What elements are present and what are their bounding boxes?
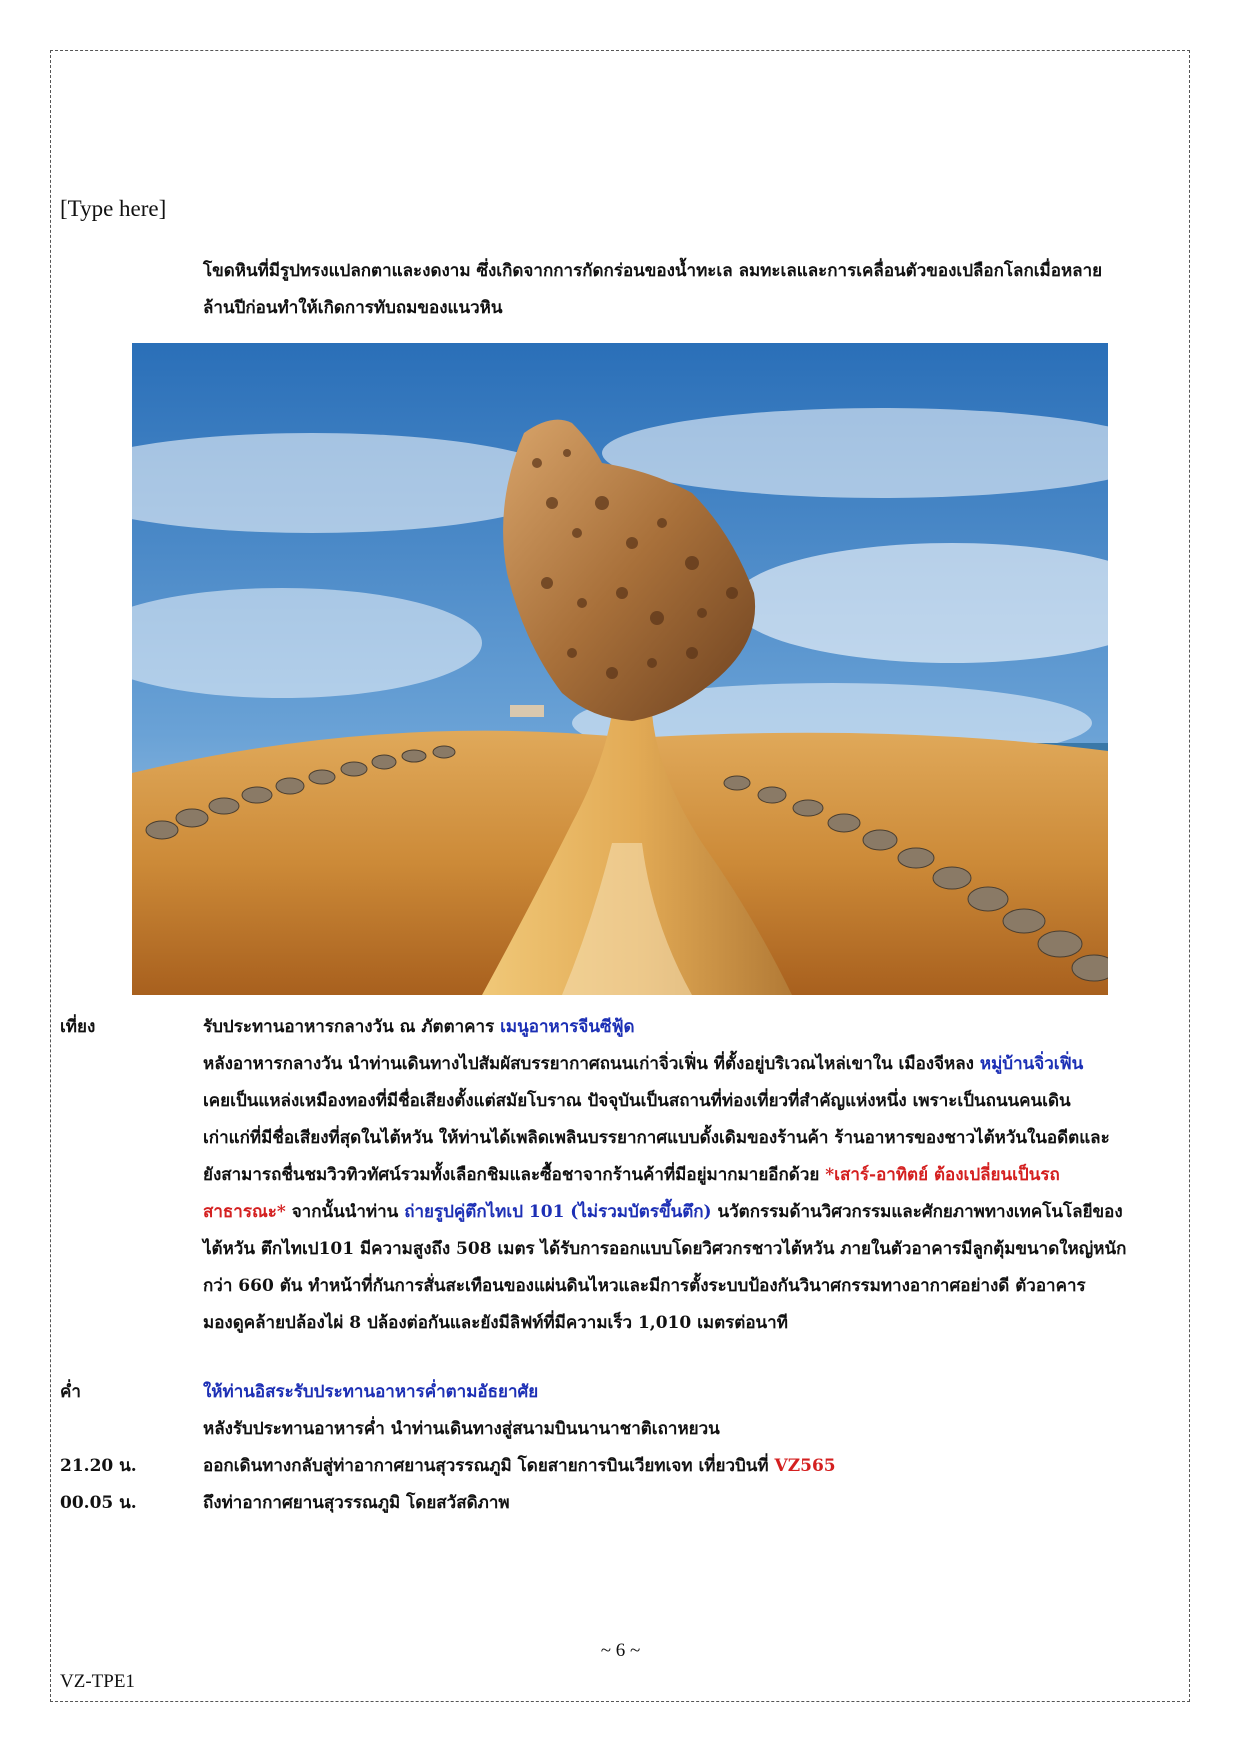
- page-header: [Type here]: [60, 196, 167, 221]
- evening-content: [203, 1374, 1163, 1448]
- intro-line-2: ล้านปีก่อนทำให้เกิดการทับถมของแนวหิน: [203, 298, 503, 318]
- noon-text-5b: นวัตกรรมด้านวิศวกรรมและศักยภาพทางเทคโนโลยีของ: [711, 1202, 1123, 1222]
- lunch-line: [203, 1009, 1163, 1046]
- noon-paragraph-line-4: [203, 1157, 1163, 1194]
- arrive-content: ถึงท่าอากาศยานสุวรรณภูมิ โดยสวัสดิภาพ: [203, 1493, 510, 1513]
- depart-content: [203, 1448, 1163, 1485]
- dinner-line: ให้ท่านอิสระรับประทานอาหารค่ำตามอัธยาศัย: [203, 1382, 539, 1402]
- page-number: ~ 6 ~: [600, 1640, 641, 1661]
- depart-text: ออกเดินทางกลับสู่ท่าอากาศยานสุวรรณภูมิ โดยสายการบินเวียทเจท เที่ยวบินที่: [203, 1456, 775, 1476]
- flight-number: VZ565: [774, 1456, 836, 1476]
- time-label-evening: ค่ำ: [60, 1382, 81, 1402]
- taipei-101-highlight: ถ่ายรูปคู่ตึกไทเป 101 (ไม่รวมบัตรขึ้นตึก): [404, 1202, 712, 1222]
- noon-text-5: จากนั้นนำท่าน: [285, 1202, 405, 1222]
- photo-illustration: [132, 343, 1108, 995]
- noon-paragraph-line-1: [203, 1046, 1163, 1083]
- lunch-prefix: รับประทานอาหารกลางวัน ณ ภัตตาคาร: [203, 1017, 501, 1037]
- noon-paragraph-line-2: เคยเป็นแหล่งเหมืองทองที่มีชื่อเสียงตั้งแต่สมัยโบราณ ปัจจุบันเป็นสถานที่ท่องเที่ยวที่สำคัญแห่งหนึ่ง เพราะเป็นถนนคนเดิน: [203, 1091, 1071, 1111]
- after-dinner-line: หลังรับประทานอาหารค่ำ นำท่านเดินทางสู่สนามบินนานาชาติเถาหยวน: [203, 1419, 720, 1439]
- jiufen-village-link: หมู่บ้านจิ่วเฟิ่น: [979, 1054, 1084, 1074]
- weekend-note-1: *เสาร์-อาทิตย์ ต้องเปลี่ยนเป็นรถ: [825, 1165, 1060, 1185]
- document-code: VZ-TPE1: [60, 1671, 135, 1692]
- time-label-noon: เที่ยง: [60, 1017, 96, 1037]
- time-label-arrive: 00.05 น.: [60, 1493, 137, 1513]
- noon-text-1: หลังอาหารกลางวัน นำท่านเดินทางไปสัมผัสบรรยากาศถนนเก่าจิ่วเฟิ่น ที่ตั้งอยู่บริเวณไหล่เขาใน เมืองจีหลง: [203, 1054, 980, 1074]
- intro-line-1: โขดหินที่มีรูปทรงแปลกตาและงดงาม ซึ่งเกิดจากการกัดกร่อนของน้ำทะเล ลมทะเลและการเคลื่อนตัวของเปลือกโลกเมื่อหลาย: [203, 261, 1103, 281]
- noon-paragraph-line-3: เก่าแก่ที่มีชื่อเสียงที่สุดในไต้หวัน ให้ท่านได้เพลิดเพลินบรรยากาศแบบดั้งเดิมของร้านค้า ร้านอาหารของชาวไต้หวันในอดีตและ: [203, 1128, 1110, 1148]
- weekend-note-2: สาธารณะ*: [203, 1202, 286, 1222]
- time-label-depart: 21.20 น.: [60, 1456, 137, 1476]
- noon-paragraph-line-8: มองดูคล้ายปล้องไผ่ 8 ปล้องต่อกันและยังมีลิฟท์ที่มีความเร็ว 1,010 เมตรต่อนาที: [203, 1313, 788, 1333]
- lunch-menu: เมนูอาหารจีนซีฟู้ด: [500, 1017, 635, 1037]
- queen-head-rock-photo: [132, 343, 1108, 995]
- noon-paragraph-line-6: ไต้หวัน ตึกไทเป101 มีความสูงถึง 508 เมตร ได้รับการออกแบบโดยวิศวกรชาวไต้หวัน ภายในตัวอาคารมีลูกตุ้มขนาดใหญ่หนัก: [203, 1239, 1127, 1259]
- noon-content: [203, 1009, 1163, 1342]
- noon-text-4: ยังสามารถชื่นชมวิวทิวทัศน์รวมทั้งเลือกชิมและซื้อชาจากร้านค้าที่มีอยู่มากมายอีกด้วย: [203, 1165, 826, 1185]
- noon-paragraph-line-7: กว่า 660 ตัน ทำหน้าที่กันการสั่นสะเทือนของแผ่นดินไหวและมีการตั้งระบบป้องกันวินาศกรรมทางอากาศอย่างดี ตัวอาคาร: [203, 1276, 1086, 1296]
- intro-paragraph: [203, 253, 1163, 327]
- noon-paragraph-line-5: [203, 1194, 1163, 1231]
